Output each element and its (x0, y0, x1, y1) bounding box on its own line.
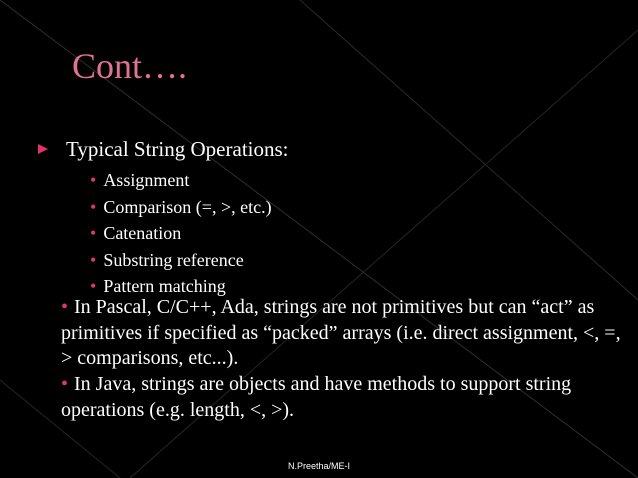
paragraph-text: In Java, strings are objects and have methods to support string operations (e.g. length, <, >). (61, 373, 572, 421)
slide-title: Cont…. (72, 46, 188, 86)
bullet-dot-icon: • (90, 196, 97, 217)
bullet-dot-icon: • (90, 223, 97, 243)
paragraph-java (61, 372, 621, 423)
sub-bullet-item (90, 220, 272, 247)
sub-bullet-text: Catenation (103, 223, 182, 243)
bullet-dot-icon: • (90, 170, 97, 190)
paragraph-pascal (61, 295, 621, 372)
bullet-dot-icon: • (61, 296, 69, 318)
sub-bullet-text: Pattern matching (103, 276, 226, 296)
bullet-dot-icon: • (90, 249, 97, 270)
triangle-right-icon (38, 144, 48, 154)
sub-bullet-list (90, 167, 272, 300)
sub-bullet-text: Comparison (=, >, etc.) (103, 196, 272, 217)
main-bullet-text: Typical String Operations: (66, 137, 289, 161)
sub-bullet-text: Assignment (103, 170, 190, 190)
sub-bullet-item (90, 247, 272, 274)
bullet-dot-icon: • (90, 276, 97, 296)
sub-bullet-text: Substring reference (103, 249, 244, 270)
decor-line (300, 0, 638, 300)
bullet-dot-icon: • (61, 373, 69, 395)
slide-footer: N.Preetha/ME-I (287, 461, 351, 471)
sub-bullet-item (90, 167, 272, 194)
sub-bullet-item (90, 194, 272, 221)
paragraph-text: In Pascal, C/C++, Ada, strings are not primitives but can “act” as primitives if specified as “packed” arrays (i.e. direct assignment, <, =, > comparisons, etc...). (61, 296, 621, 369)
